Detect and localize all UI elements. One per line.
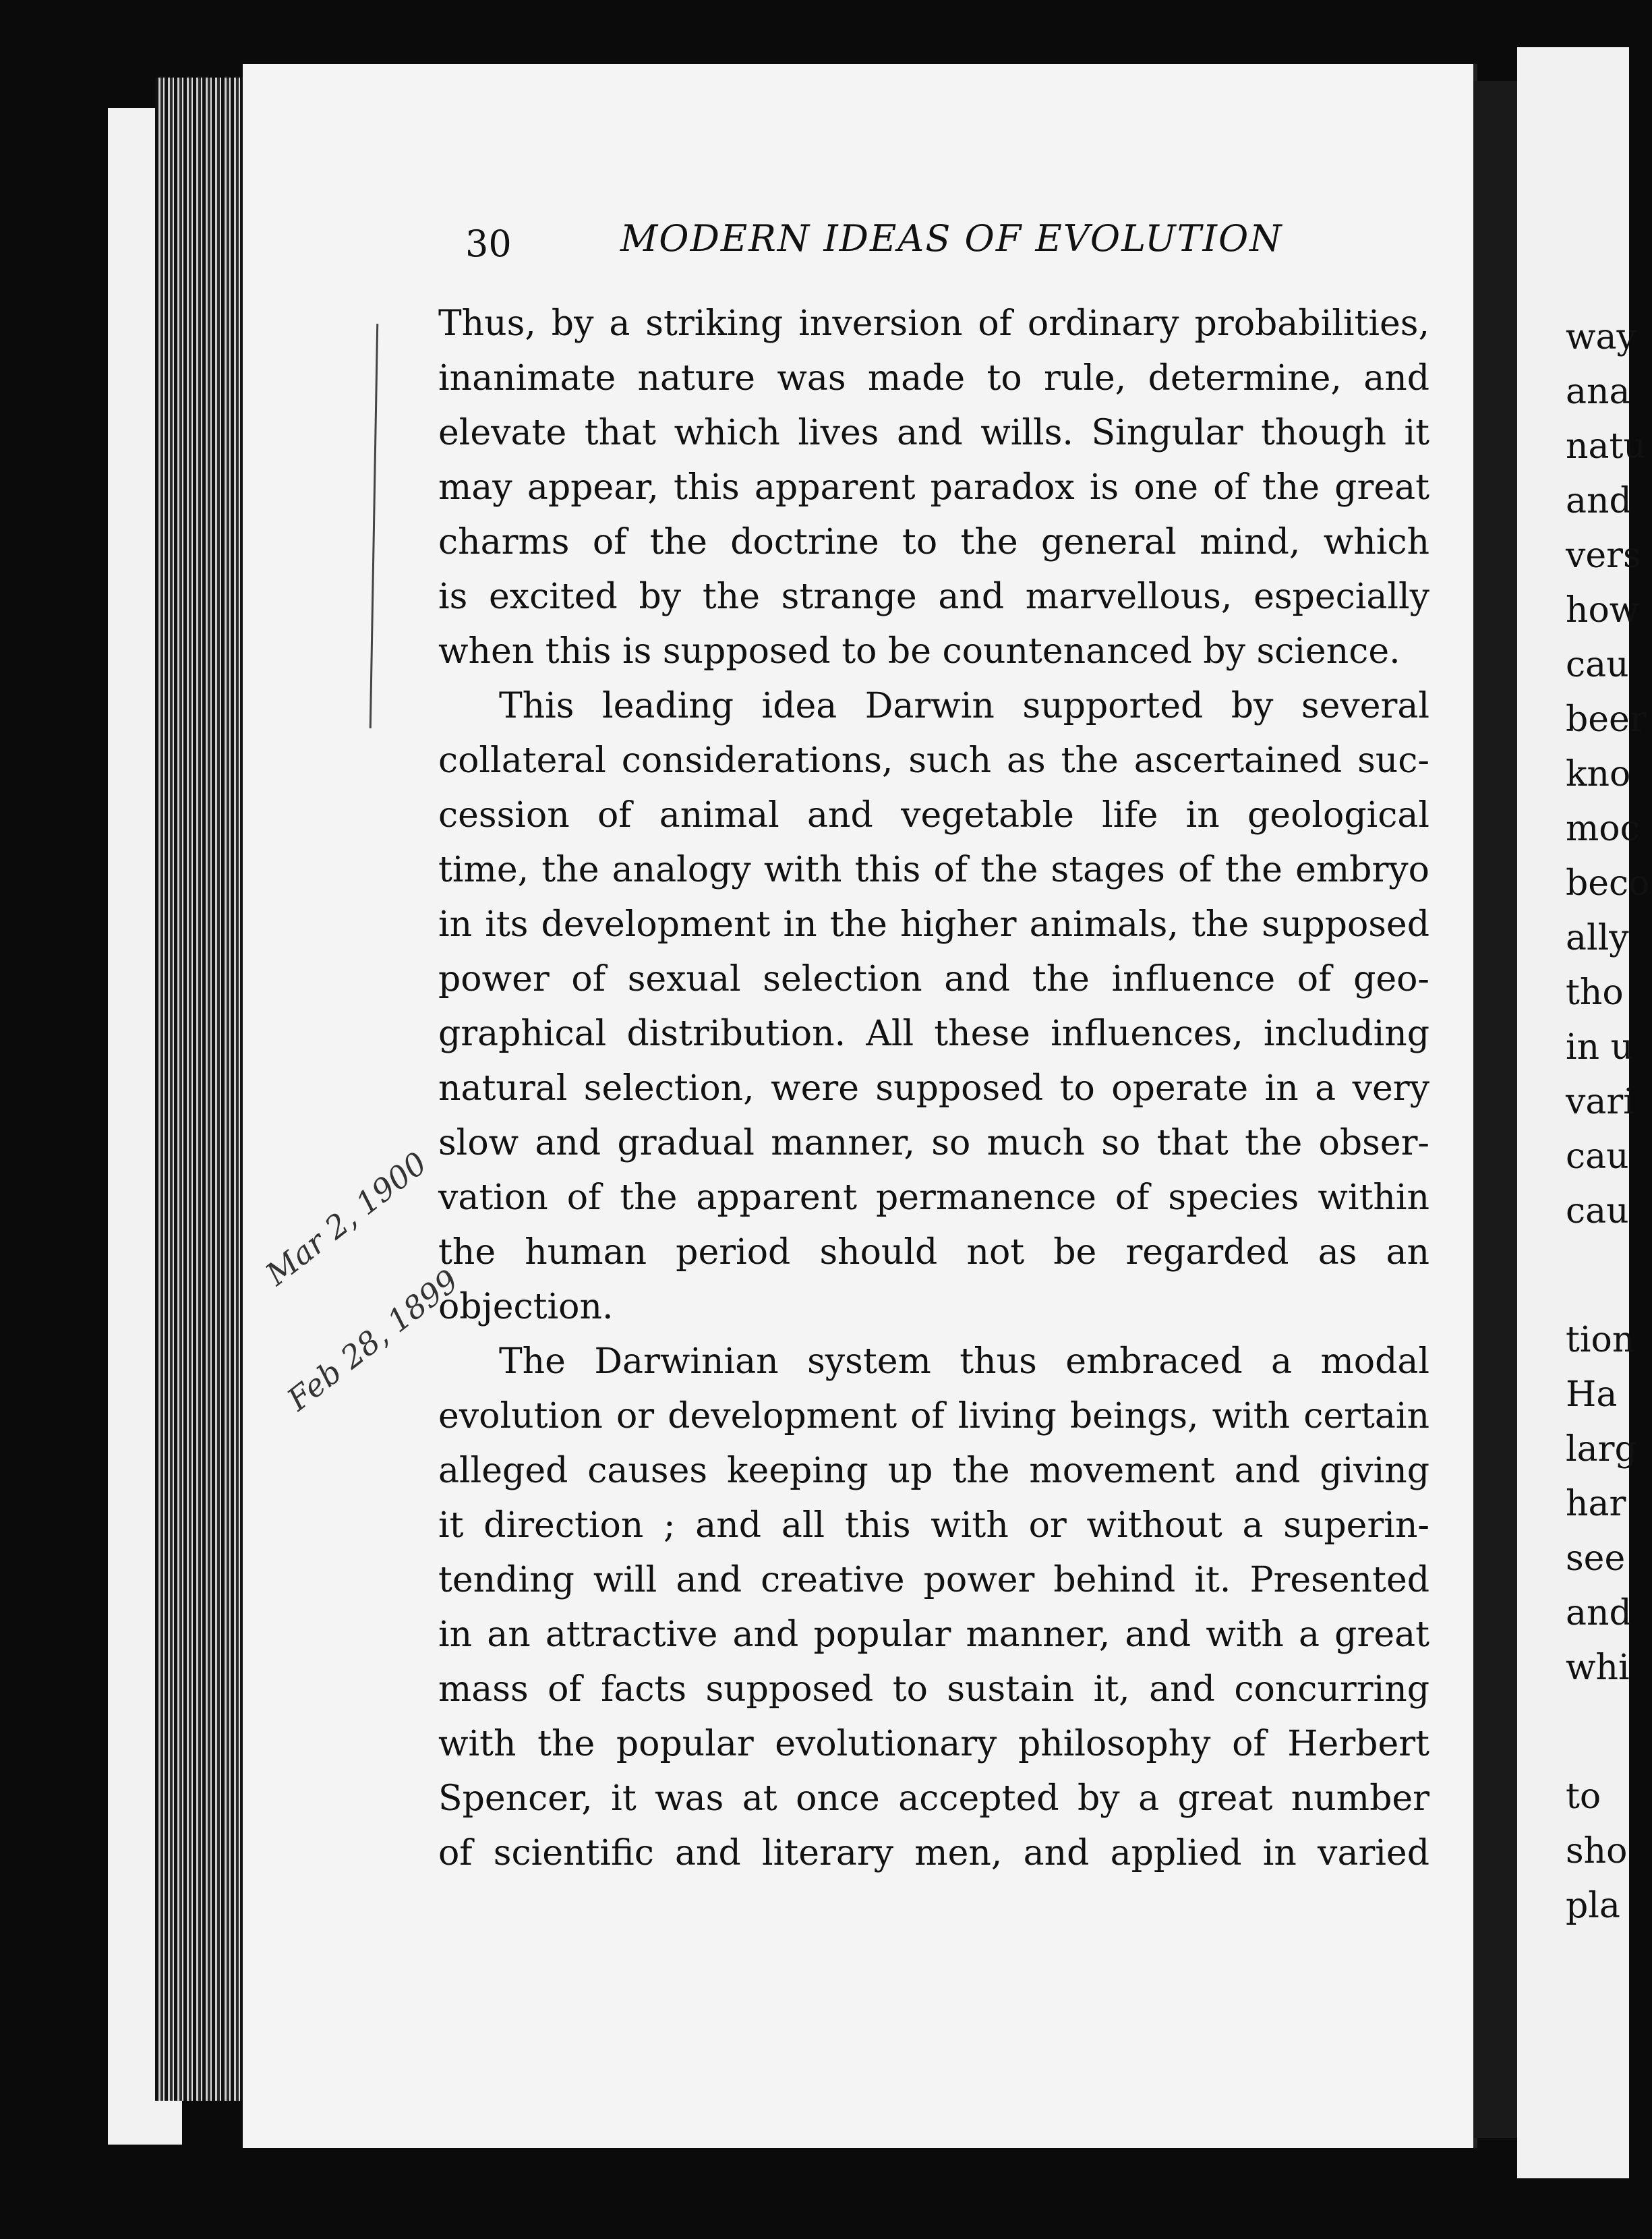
text-line: tending will and creative power behind it. Presented bbox=[438, 1560, 1429, 1600]
fragment: how bbox=[1566, 590, 1640, 631]
fragment: and bbox=[1566, 1593, 1632, 1633]
text-line: the human period should not be regarded as an bbox=[438, 1232, 1429, 1273]
fragment: natu bbox=[1566, 426, 1646, 467]
fragment: and bbox=[1566, 481, 1632, 521]
fragment: see bbox=[1566, 1538, 1626, 1579]
text-line: in its development in the higher animals, the supposed bbox=[438, 904, 1429, 945]
page-number: 30 bbox=[465, 223, 512, 265]
fragment: way bbox=[1566, 317, 1636, 357]
paragraph-1 bbox=[438, 297, 1429, 679]
fragment: cau bbox=[1566, 645, 1629, 685]
text-line: may appear, this apparent paradox is one of the great bbox=[438, 467, 1429, 508]
fragment: pla bbox=[1566, 1886, 1620, 1926]
handwritten-note-1: Mar 2, 1900 bbox=[258, 1144, 434, 1293]
fragment: in u bbox=[1566, 1027, 1634, 1068]
fragment: har bbox=[1566, 1484, 1626, 1524]
text-line: with the popular evolutionary philosophy of Herbert bbox=[438, 1724, 1429, 1764]
fragment: ally bbox=[1566, 918, 1629, 958]
text-line: time, the analogy with this of the stages of the embryo bbox=[438, 850, 1429, 890]
text-line: when this is supposed to be countenanced by science. bbox=[438, 631, 1400, 672]
fragment: moc bbox=[1566, 809, 1640, 849]
text-line: Spencer, it was at once accepted by a great number bbox=[438, 1778, 1429, 1819]
fragment: cau bbox=[1566, 1191, 1629, 1231]
fragment: ana bbox=[1566, 372, 1630, 412]
handwritten-note-2: Feb 28, 1899 bbox=[280, 1262, 465, 1418]
facing-page-text bbox=[1566, 310, 1650, 1933]
text-line: in an attractive and popular manner, and with a great bbox=[438, 1615, 1429, 1655]
text-line: it direction ; and all this with or without a superin- bbox=[438, 1505, 1429, 1546]
fragment: beer bbox=[1566, 699, 1647, 740]
text-line: natural selection, were supposed to operate in a very bbox=[438, 1068, 1429, 1109]
spacer bbox=[1566, 1695, 1629, 1770]
fragment: tho bbox=[1566, 972, 1624, 1013]
text-line: elevate that which lives and wills. Singular though it bbox=[438, 413, 1429, 453]
text-line: This leading idea Darwin supported by several bbox=[499, 686, 1429, 726]
text-line: power of sexual selection and the influence of geo- bbox=[438, 959, 1429, 999]
text-line: collateral considerations, such as the ascertained suc- bbox=[438, 740, 1429, 781]
text-line: Thus, by a striking inversion of ordinary probabilities, bbox=[438, 303, 1429, 344]
text-line: evolution or development of living beings, with certain bbox=[438, 1396, 1429, 1436]
text-line: cession of animal and vegetable life in geological bbox=[438, 795, 1429, 836]
text-line: of scientific and literary men, and applied in varied bbox=[438, 1833, 1429, 1873]
fragment: kno bbox=[1566, 754, 1631, 794]
text-line: slow and gradual manner, so much so that the obser- bbox=[438, 1123, 1429, 1163]
paragraph-2 bbox=[438, 679, 1429, 1335]
fragment: vers bbox=[1566, 535, 1641, 576]
text-line: charms of the doctrine to the general mind, which bbox=[438, 522, 1429, 562]
paragraph-3 bbox=[438, 1335, 1429, 1881]
fragment: Ha bbox=[1566, 1374, 1618, 1415]
text-line: graphical distribution. All these influences, including bbox=[438, 1014, 1429, 1054]
text-line: is excited by the strange and marvellous, especially bbox=[438, 577, 1429, 617]
fragment: larg bbox=[1566, 1429, 1637, 1470]
fragment: vari bbox=[1566, 1082, 1634, 1122]
fragment: tion bbox=[1566, 1320, 1635, 1360]
body-text bbox=[438, 297, 1429, 1881]
text-line: inanimate nature was made to rule, determine, and bbox=[438, 358, 1429, 399]
spacer bbox=[1566, 1239, 1629, 1313]
text-line: vation of the apparent permanence of species within bbox=[438, 1177, 1429, 1218]
text-line: objection. bbox=[438, 1287, 614, 1327]
fragment: to bbox=[1566, 1776, 1601, 1817]
fragment: cau bbox=[1566, 1136, 1629, 1177]
book-gutter bbox=[1473, 81, 1517, 2138]
page-stack-edge bbox=[155, 78, 249, 2101]
running-head: MODERN IDEAS OF EVOLUTION bbox=[620, 217, 1283, 260]
fragment: sho bbox=[1566, 1831, 1628, 1871]
text-line: The Darwinian system thus embraced a modal bbox=[499, 1341, 1429, 1382]
fragment: whi bbox=[1566, 1648, 1630, 1688]
text-line: alleged causes keeping up the movement and giving bbox=[438, 1451, 1429, 1491]
text-line: mass of facts supposed to sustain it, and concurring bbox=[438, 1669, 1429, 1710]
fragment: beco bbox=[1566, 863, 1650, 904]
